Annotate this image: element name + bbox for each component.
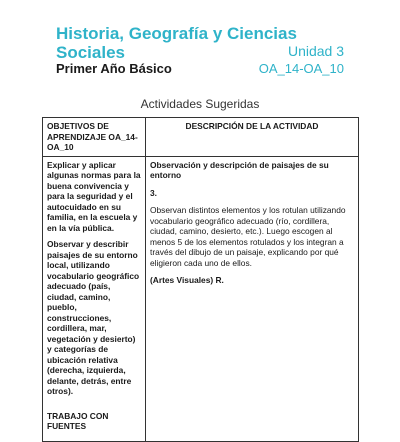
table-row (43, 156, 359, 441)
activity-note: (Artes Visuales) R. (150, 275, 224, 285)
objective-item: Explicar y aplicar algunas normas para la buena convivencia y para la seguridad y el autocuidado en su familia, en la escuela y en la vía pública. (47, 159, 141, 233)
activity-number: 3. (150, 187, 157, 198)
activities-table (42, 117, 359, 442)
activity-cell (146, 156, 359, 441)
objectives-cell (43, 156, 146, 441)
level-label: Primer Año Básico (56, 61, 172, 76)
objectives-header: OBJETIVOS DE APRENDIZAJE OA_14-OA_10 (43, 118, 146, 157)
activity-header: DESCRIPCIÓN DE LA ACTIVIDAD (146, 118, 359, 157)
objective-item: Observar y describir paisajes de su entorno local, utilizando vocabulario geográfico adecuado (país, ciudad, camino, pueblo, construcciones, cordillera, mar, vegetación y desierto) y categorías de ubicación relativa (derecha, izquierda, delante, detrás, entre otros). (47, 239, 140, 396)
objective-item: TRABAJO CON FUENTES (47, 410, 109, 431)
table-header-row (43, 118, 359, 157)
section-title: Actividades Sugeridas (140, 97, 260, 111)
subject-title: Historia, Geografía y Ciencias Sociales (56, 24, 297, 62)
unit-label: Unidad 3 (287, 43, 344, 59)
activity-title: Observación y descripción de paisajes de su entorno (150, 159, 329, 180)
oa-range-label: OA_14-OA_10 (258, 61, 344, 76)
activity-description: Observan distintos elementos y los rotulan utilizando vocabulario geográfico adecuado (río, cordillera, ciudad, camino, desierto, etc.). Luego escogen al menos 5 de los elementos rotulados y los integran a través del dibujo de un paisaje, explicando por qué eligieron cada uno de ellos. (150, 205, 346, 268)
